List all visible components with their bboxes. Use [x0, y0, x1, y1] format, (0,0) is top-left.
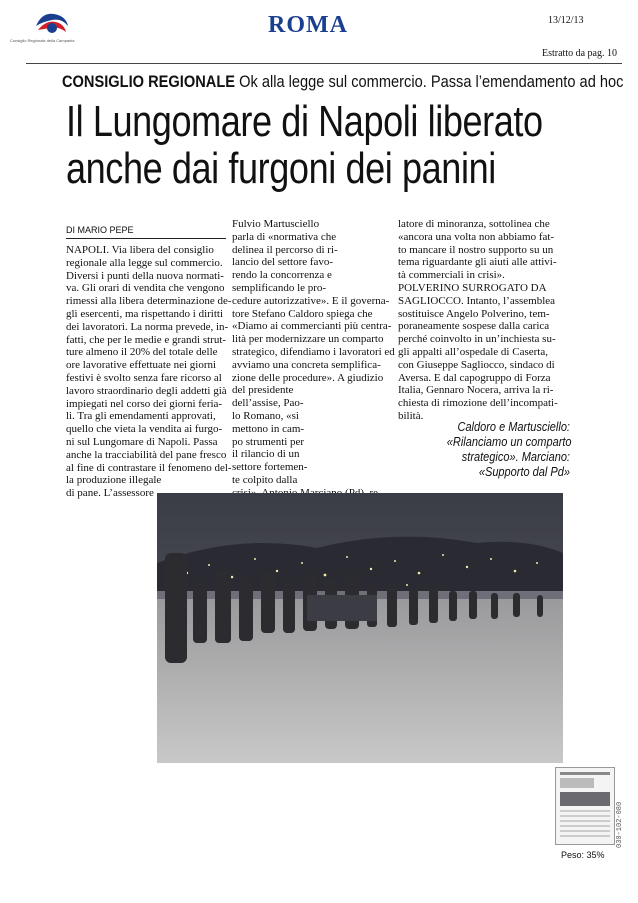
byline-divider — [66, 238, 226, 239]
kicker-section: CONSIGLIO REGIONALE — [62, 72, 236, 91]
logo-caption: Consiglio Regionale della Campania — [10, 38, 75, 43]
col2-line: il rilancio di un — [232, 448, 300, 461]
night-crowd-image — [157, 493, 563, 763]
body-column-3 — [398, 218, 570, 423]
newspaper-name: ROMA — [268, 12, 348, 38]
col1-line: li. Tra gli emendamenti approvati, — [66, 410, 216, 423]
col3-line: «ancora una volta non abbiamo fat- — [398, 230, 555, 243]
pullquote-line: «Supporto dal Pd» — [478, 465, 570, 479]
col2-line: po strumenti per — [232, 435, 305, 448]
col2-line: lità per modernizzare un comparto — [232, 333, 384, 346]
col3-line: to mancare il nostro supporto su un — [398, 243, 554, 256]
col2-line: zione delle procedure». A giudizio — [232, 371, 384, 384]
col3-line: Aversa. E dal capogruppo di Forza — [398, 371, 551, 384]
publisher-logo — [10, 8, 100, 48]
col2-line: strategico, difendiamo i lavoratori ed — [232, 345, 395, 358]
pullquote-line: Caldoro e Martusciello: — [457, 420, 570, 434]
col2-line: parla di «normativa che — [232, 230, 337, 243]
article-kicker — [62, 72, 623, 92]
regional-council-logo-icon — [32, 8, 72, 40]
col1-line: rimessi alla libera determinazione de- — [66, 295, 232, 308]
col2-line: tore Stefano Caldoro spiega che — [232, 307, 373, 320]
col1-line: festivi è svolto senza fare ricorso al — [66, 371, 222, 384]
headline-line-1: Il Lungomare di Napoli liberato — [66, 97, 543, 146]
col1-line: ture almeno il 20% del totale delle — [66, 346, 218, 359]
col2-line: dell’assise, Pao- — [232, 397, 304, 410]
col1-line: dei lavoratori. La norma prevede, in- — [66, 320, 229, 333]
col3-line: con Giuseppe Sagliocco, sindaco di — [398, 358, 555, 371]
col3-line: SAGLIOCCO. Intanto, l’assemblea — [398, 294, 556, 307]
lungomare-crowd-photo — [157, 493, 563, 763]
col2-line: cedure autorizzative». E il governa- — [232, 294, 390, 307]
col1-line: Diversi i punti della nuova normati- — [66, 269, 224, 282]
col2-line: Fulvio Martusciello — [232, 218, 320, 230]
col2-line: mettono in cam- — [232, 422, 305, 435]
col2-line: semplificando le pro- — [232, 281, 327, 294]
col1-line: gli esercenti, ma rispettando i diritti — [66, 307, 224, 320]
col1-line: la produzione illegale — [66, 474, 162, 487]
pullquote-line: «Rilanciamo un comparto — [446, 435, 572, 449]
col3-line: poraneamente sospese dalla carica — [398, 320, 550, 333]
col1-line: impiegati nel corso dei giorni feria- — [66, 397, 223, 410]
headline-line-2: anche dai furgoni dei panini — [66, 144, 496, 193]
weight-label: Peso: 35% — [561, 850, 605, 860]
body-column-1 — [66, 244, 232, 500]
col3-line: bilità. — [398, 409, 424, 422]
col2-line: delinea il percorso di ri- — [232, 243, 338, 256]
byline: DI MARIO PEPE — [66, 225, 134, 235]
col2-line: «Diamo ai commercianti più centra- — [232, 320, 392, 333]
header-divider — [26, 63, 622, 64]
col1-line: regionale alla legge sul commercio. — [66, 256, 223, 269]
page-thumbnail — [555, 767, 615, 845]
col1-line: va. Gli orari di vendita che vengono — [66, 282, 225, 295]
col2-line: rendo la concorrenza e — [232, 269, 332, 282]
col2-line: lo Romano, «si — [232, 409, 299, 422]
col2-line: settore fortemen- — [232, 461, 308, 474]
col2-line: te colpito dalla — [232, 473, 298, 486]
body-column-2 — [232, 218, 395, 500]
pull-quote — [447, 420, 570, 480]
col1-line: lavoro straordinario degli addetti già — [66, 384, 227, 397]
col3-line: gli appalti all’ospedale di Caserta, — [398, 345, 548, 358]
col3-line: latore di minoranza, sottolinea che — [398, 218, 550, 230]
col1-line: al fine di contrastare il fenomeno del- — [66, 461, 232, 474]
col1-line: anche la tracciabilità del pane fresco — [66, 448, 227, 461]
col2-line: del presidente — [232, 384, 294, 397]
col3-line: tema riguardante gli aiuti alle attivi- — [398, 256, 557, 269]
kicker-text: Ok alla legge sul commercio. Passa l’emendamento ad hoc — [235, 72, 624, 91]
col3-line: POLVERINO SURROGATO DA — [398, 281, 547, 294]
issue-date: 13/12/13 — [548, 15, 584, 26]
col1-line: ore lavorative effettuate nei giorni — [66, 359, 217, 372]
col3-line: chiesta di rimozione dell’incompati- — [398, 397, 558, 410]
document-code: 030-102-080 — [616, 801, 624, 848]
col1-line: fatti, che per le medie e grandi strut- — [66, 333, 227, 346]
col3-line: perché coinvolto in un’inchiesta su- — [398, 333, 556, 346]
col1-line: di pane. L’assessore — [66, 487, 154, 500]
col2-line: lancio del settore favo- — [232, 256, 334, 269]
page-extract: Estratto da pag. 10 — [542, 48, 617, 59]
col2-line: avviamo una concreta semplifica- — [232, 358, 381, 371]
col3-line: sostituisce Angelo Polverino, tem- — [398, 307, 550, 320]
col1-line: NAPOLI. Via libera del consiglio — [66, 244, 214, 256]
thumbnail-preview-icon — [556, 768, 614, 844]
col3-line: Italia, Gennaro Nocera, arriva la ri- — [398, 384, 554, 397]
col1-line: ni sul Lungomare di Napoli. Passa — [66, 435, 218, 448]
col3-line: tà commerciali in crisi». — [398, 269, 505, 282]
col1-line: quello che vieta la vendita ai furgo- — [66, 423, 223, 436]
pullquote-line: strategico». Marciano: — [461, 450, 570, 464]
